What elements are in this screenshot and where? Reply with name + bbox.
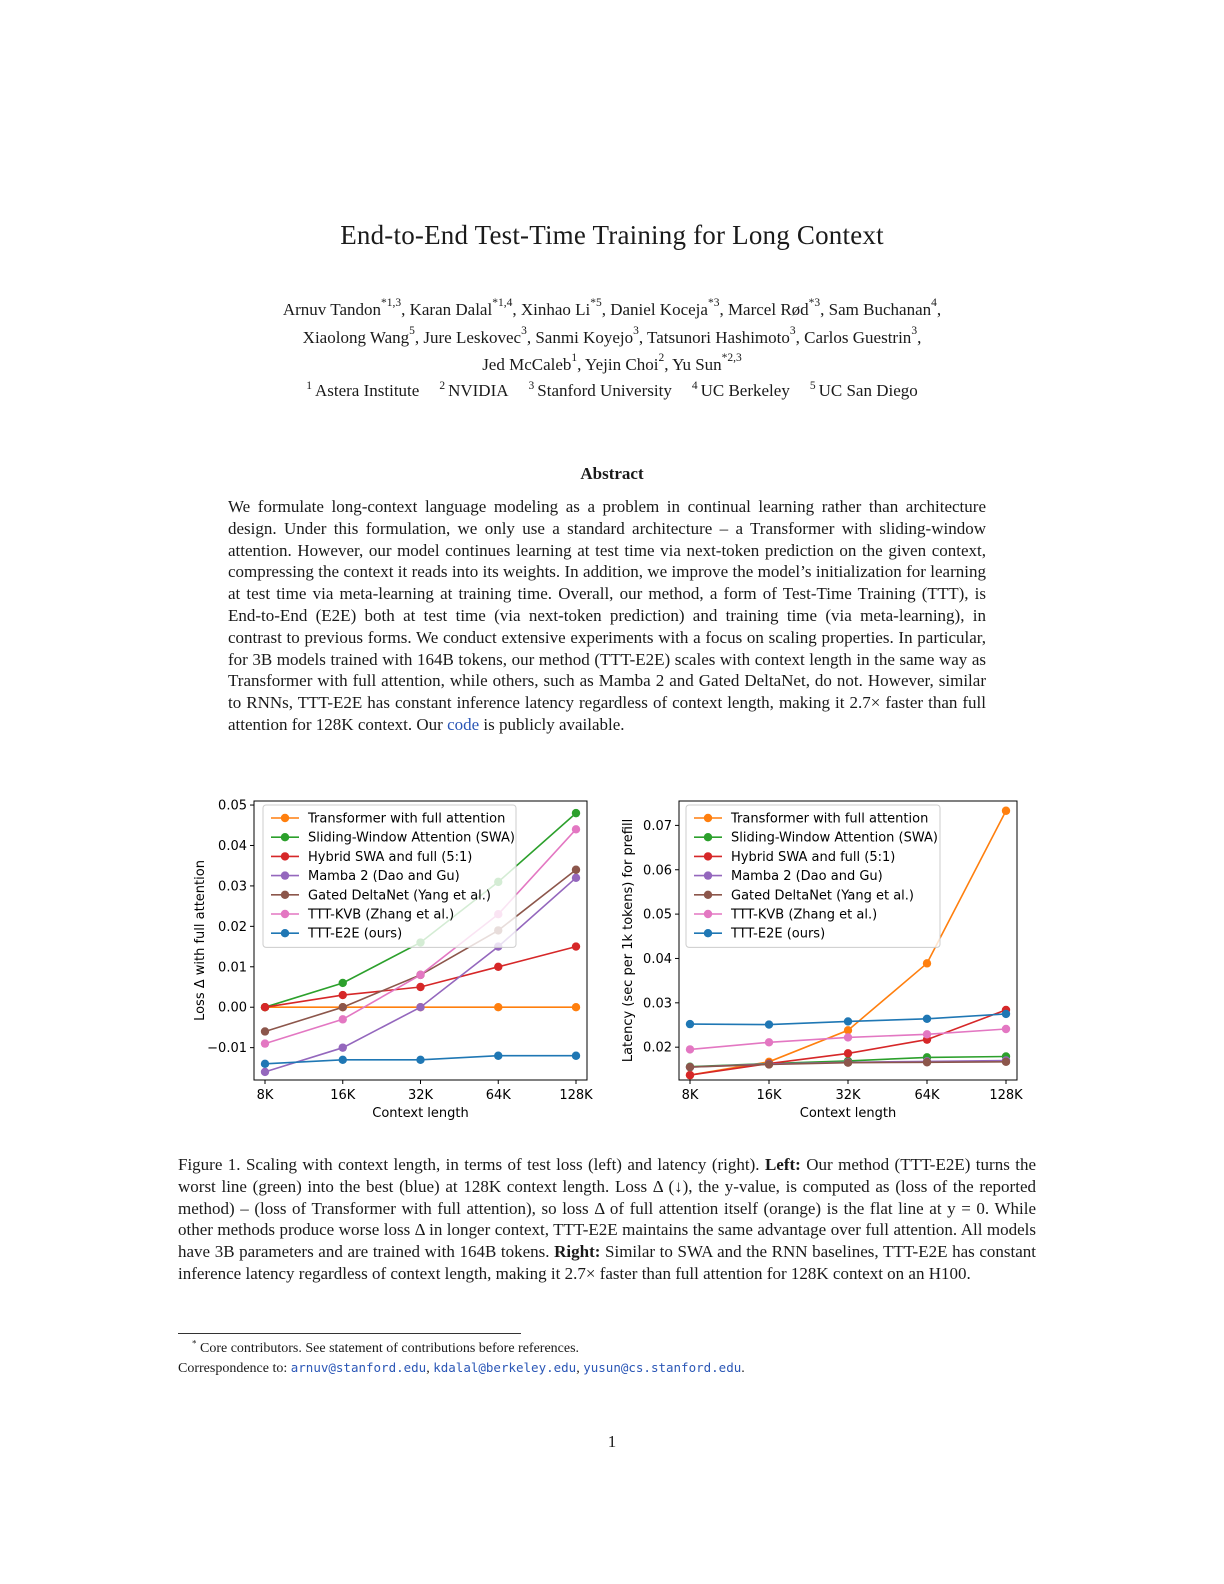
author-affil-mark: 1 (571, 352, 578, 365)
author-name: Sanmi Koyejo (535, 327, 634, 347)
affiliation (692, 381, 790, 400)
footnote (178, 1339, 1038, 1378)
author-list: Arnuv Tandon$^{*1,3}$, Karan Dalal$^{*1,4}$, Xinhao Li$^{*5}$, Daniel Koceja$^{*3}$, Marcel Rød$^{*3}$, Sam Buchanan$^4$, Xiaolong Wang$^5$, Jure Leskovec$^3$, Sanmi Koyejo$^3$, Tatsunori Hashimoto$^3$, Carlos Guestrin$^3$, Jed McCaleb$^1$, Yejin Choi$^2$, Yu Sun$^{*2,3}$ (282, 297, 942, 374)
y-tick-label: 0.01 (218, 960, 247, 976)
data-point (844, 1059, 852, 1067)
data-point (765, 1060, 773, 1068)
data-point (261, 1068, 269, 1076)
legend-label: Hybrid SWA and full (5:1) (308, 849, 473, 865)
correspondence-label: Correspondence to: (178, 1361, 288, 1376)
data-point (261, 1039, 269, 1047)
author-name: Karan Dalal (409, 300, 493, 319)
x-tick-label: 16K (330, 1088, 356, 1103)
data-point (494, 1003, 502, 1011)
data-point (572, 1052, 580, 1060)
author-affil-mark: 3 (633, 324, 639, 337)
author-affil-mark: 3 (789, 324, 796, 337)
affiliation (439, 381, 508, 400)
data-point (1002, 807, 1010, 815)
author-affil-mark: *3 (707, 297, 720, 310)
author-name: Tatsunori Hashimoto (647, 327, 790, 347)
data-point (686, 1045, 694, 1053)
affiliation-list (0, 381, 1224, 401)
legend-label: Mamba 2 (Dao and Gu) (308, 869, 460, 885)
data-point (923, 959, 931, 967)
data-point (339, 1015, 347, 1023)
email-link[interactable]: arnuv@stanford.edu (290, 1360, 427, 1375)
x-tick-label: 64K (914, 1088, 940, 1103)
y-tick-label: 0.04 (643, 951, 672, 967)
affiliation-number: 1 (306, 380, 312, 393)
footnote-core (178, 1339, 1038, 1358)
caption-label: Figure 1. Scaling with context length, in terms of test loss (left) and latency (right). (178, 1155, 760, 1174)
abstract-text (228, 496, 986, 736)
abstract-heading: Abstract (580, 464, 644, 483)
page-number: 1 (607, 1432, 617, 1451)
data-point (686, 1020, 694, 1028)
x-tick-label: 8K (681, 1088, 699, 1103)
author-name: Arnuv Tandon (282, 300, 381, 319)
legend-swatch-marker (281, 852, 289, 860)
author-name: Marcel Rød (727, 300, 809, 319)
affiliation-name: Astera Institute (314, 381, 420, 400)
footnote-core-text: Core contributors. See statement of contributions before references. (200, 1341, 580, 1356)
y-tick-label: 0.05 (218, 798, 247, 814)
affiliation-name: UC Berkeley (700, 381, 790, 400)
caption-left-text: Our method (TTT-E2E) turns the worst line (green) into the best (blue) at 128K context length. Loss Δ (↓), the y-value, is computed as (loss of the reported method) – (loss of Transformer with full attention), so loss Δ of full attention itself (orange) is the flat line at y = 0. While other methods produce worse loss Δ in longer context, TTT-E2E maintains the same advantage over full attention. All models have 3B parameters and are trained with 164B tokens. (178, 1155, 1036, 1262)
author-name: Xiaolong Wang (302, 327, 410, 347)
legend-swatch-marker (704, 871, 712, 879)
email-link[interactable]: kdalal@berkeley.edu (433, 1360, 577, 1375)
data-point (572, 866, 580, 874)
data-point (923, 1030, 931, 1038)
legend-label: Gated DeltaNet (Yang et al.) (308, 888, 491, 904)
x-axis-label: Context length (799, 1106, 897, 1121)
data-point (261, 1003, 269, 1011)
data-point (1002, 1058, 1010, 1066)
footnote-correspondence: Correspondence to: arnuv@stanford.edu, kdalal@berkeley.edu, yusun@cs.stanford.edu. (178, 1360, 745, 1376)
legend-swatch-marker (704, 891, 712, 899)
affiliation-name: Stanford University (537, 381, 672, 400)
x-tick-label: 64K (485, 1088, 511, 1103)
y-tick-label: −0.01 (207, 1041, 247, 1057)
data-point (416, 983, 424, 991)
caption-right-text: Similar to SWA and the RNN baselines, TTT-E2E has constant inference latency regardless of context length, making it 2.7× faster than full attention for 128K context on an H100. (178, 1242, 1037, 1283)
data-point (923, 1058, 931, 1066)
data-point (494, 963, 502, 971)
affiliation (810, 381, 918, 400)
data-point (844, 1049, 852, 1057)
x-tick-label: 32K (835, 1088, 861, 1103)
data-point (686, 1071, 694, 1079)
y-tick-label: 0.02 (218, 919, 247, 935)
author-affil-mark: *3 (808, 297, 821, 310)
loss-delta-chart (188, 790, 598, 1130)
y-tick-label: 0.06 (643, 863, 672, 879)
y-tick-label: 0.03 (218, 879, 247, 895)
abstract-end: is publicly available. (479, 714, 625, 734)
author-name: Daniel Koceja (610, 300, 708, 319)
legend-label: Transformer with full attention (308, 811, 506, 827)
email-link[interactable]: yusun@cs.stanford.edu (583, 1360, 742, 1375)
paper-title: End-to-End Test-Time Training for Long Context (340, 220, 884, 250)
data-point (765, 1038, 773, 1046)
x-tick-label: 8K (256, 1088, 274, 1103)
x-tick-label: 16K (756, 1088, 782, 1103)
data-point (339, 1003, 347, 1011)
affiliation-number: 2 (439, 380, 446, 393)
data-point (494, 1052, 502, 1060)
data-point (686, 1063, 694, 1071)
caption-right-bold: Right: (554, 1242, 601, 1262)
y-tick-label: 0.04 (218, 838, 247, 854)
legend-swatch-marker (704, 852, 712, 860)
figure-caption (178, 1154, 1036, 1285)
legend-swatch-marker (281, 910, 289, 918)
legend-label: TTT-KVB (Zhang et al.) (731, 907, 878, 923)
data-point (1002, 1010, 1010, 1018)
y-tick-label: 0.03 (643, 996, 672, 1012)
author-name: Sam Buchanan (828, 300, 932, 319)
legend-swatch-marker (704, 814, 712, 822)
legend-label: Gated DeltaNet (Yang et al.) (731, 888, 914, 904)
legend-label: Mamba 2 (Dao and Gu) (731, 869, 883, 885)
legend-label: TTT-KVB (Zhang et al.) (308, 907, 455, 923)
x-tick-label: 32K (407, 1088, 434, 1103)
author-name: Yu Sun (672, 355, 722, 374)
legend-swatch-marker (704, 910, 712, 918)
footnote-star: * (192, 1338, 197, 1349)
data-point (572, 942, 580, 950)
author-affil-mark: 4 (931, 297, 937, 310)
author-affil-mark: *1,3 (380, 297, 402, 310)
author-affil-mark: *1,4 (492, 297, 513, 310)
y-axis-label: Loss Δ with full attention (193, 860, 208, 1021)
abstract-body: We formulate long-context language modeling as a problem in continual learning rather than architecture design. Under this formulation, we only use a standard architecture – a Transformer with sliding-window attention. However, our model continues learning at test time via next-token prediction on the given context, compressing the context it reads into its weights. In addition, we improve the model’s initialization for learning at test time via meta-learning at training time. Overall, our method, a form of Test-Time Training (TTT), is End-to-End (E2E) both at test time (via next-token prediction) and training time (via meta-learning), in contrast to previous forms. We conduct extensive experiments with a focus on scaling properties. In particular, for 3B models trained with 164B tokens, our method (TTT-E2E) scales with context length in the same way as Transformer with full attention, while others, such as Mamba 2 and Gated DeltaNet, do not. However, similar to RNNs, TTT-E2E has constant inference latency regardless of context length, making it 2.7× faster than full attention for 128K context. Our (228, 497, 986, 734)
latency-chart (612, 790, 1032, 1130)
data-point (844, 1033, 852, 1041)
legend-swatch-marker (704, 929, 712, 937)
author-affil-mark: 3 (911, 324, 918, 337)
data-point (261, 1027, 269, 1035)
legend-label: TTT-E2E (ours) (731, 926, 826, 942)
data-point (572, 874, 580, 882)
affiliation (529, 381, 672, 400)
affiliation-number: 3 (528, 380, 535, 393)
author-name: Jure Leskovec (423, 327, 522, 347)
legend-swatch-marker (281, 814, 289, 822)
legend-label: Sliding-Window Attention (SWA) (308, 830, 515, 846)
author-affil-mark: 5 (409, 324, 415, 337)
author-name: Yejin Choi (585, 355, 659, 374)
y-tick-label: 0.07 (643, 818, 672, 834)
author-name: Carlos Guestrin (804, 327, 912, 347)
data-point (416, 971, 424, 979)
x-axis-label: Context length (372, 1106, 469, 1121)
affiliation-number: 5 (809, 380, 816, 393)
data-point (765, 1020, 773, 1028)
legend-swatch-marker (281, 891, 289, 899)
author-affil-mark: *2,3 (721, 352, 742, 365)
legend-swatch-marker (281, 929, 289, 937)
y-axis-label: Latency (sec per 1k tokens) for prefill (621, 818, 636, 1063)
affiliation-name: NVIDIA (448, 381, 509, 400)
legend-label: TTT-E2E (ours) (308, 926, 403, 942)
author-affil-mark: 2 (658, 352, 665, 365)
data-point (339, 1056, 347, 1064)
data-point (844, 1017, 852, 1025)
legend-swatch-marker (281, 871, 289, 879)
x-tick-label: 128K (989, 1088, 1023, 1103)
data-point (572, 809, 580, 817)
y-tick-label: 0.05 (643, 907, 672, 923)
y-tick-label: 0.02 (643, 1040, 672, 1056)
author-name: Jed McCaleb (482, 355, 572, 374)
affiliation (306, 381, 419, 400)
data-point (339, 991, 347, 999)
footnote-rule (178, 1333, 521, 1334)
data-point (572, 825, 580, 833)
data-point (339, 979, 347, 987)
caption-left-bold: Left: (764, 1155, 801, 1174)
affiliation-name: UC San Diego (818, 381, 918, 400)
x-tick-label: 128K (559, 1088, 593, 1103)
author-affil-mark: *5 (590, 297, 602, 310)
data-point (1002, 1025, 1010, 1033)
legend-swatch-marker (281, 833, 289, 841)
legend-label: Hybrid SWA and full (5:1) (731, 849, 896, 865)
data-point (416, 1003, 424, 1011)
code-link[interactable]: code (447, 714, 480, 734)
data-point (261, 1060, 269, 1068)
affiliation-number: 4 (691, 380, 698, 393)
data-point (339, 1043, 347, 1051)
data-point (572, 1003, 580, 1011)
y-tick-label: 0.00 (218, 1000, 247, 1016)
legend-swatch-marker (704, 833, 712, 841)
legend-label: Sliding-Window Attention (SWA) (731, 830, 938, 846)
author-name: Xinhao Li (520, 300, 591, 319)
data-point (416, 1056, 424, 1064)
data-point (923, 1015, 931, 1023)
legend-label: Transformer with full attention (731, 811, 929, 827)
author-affil-mark: 3 (521, 324, 527, 337)
